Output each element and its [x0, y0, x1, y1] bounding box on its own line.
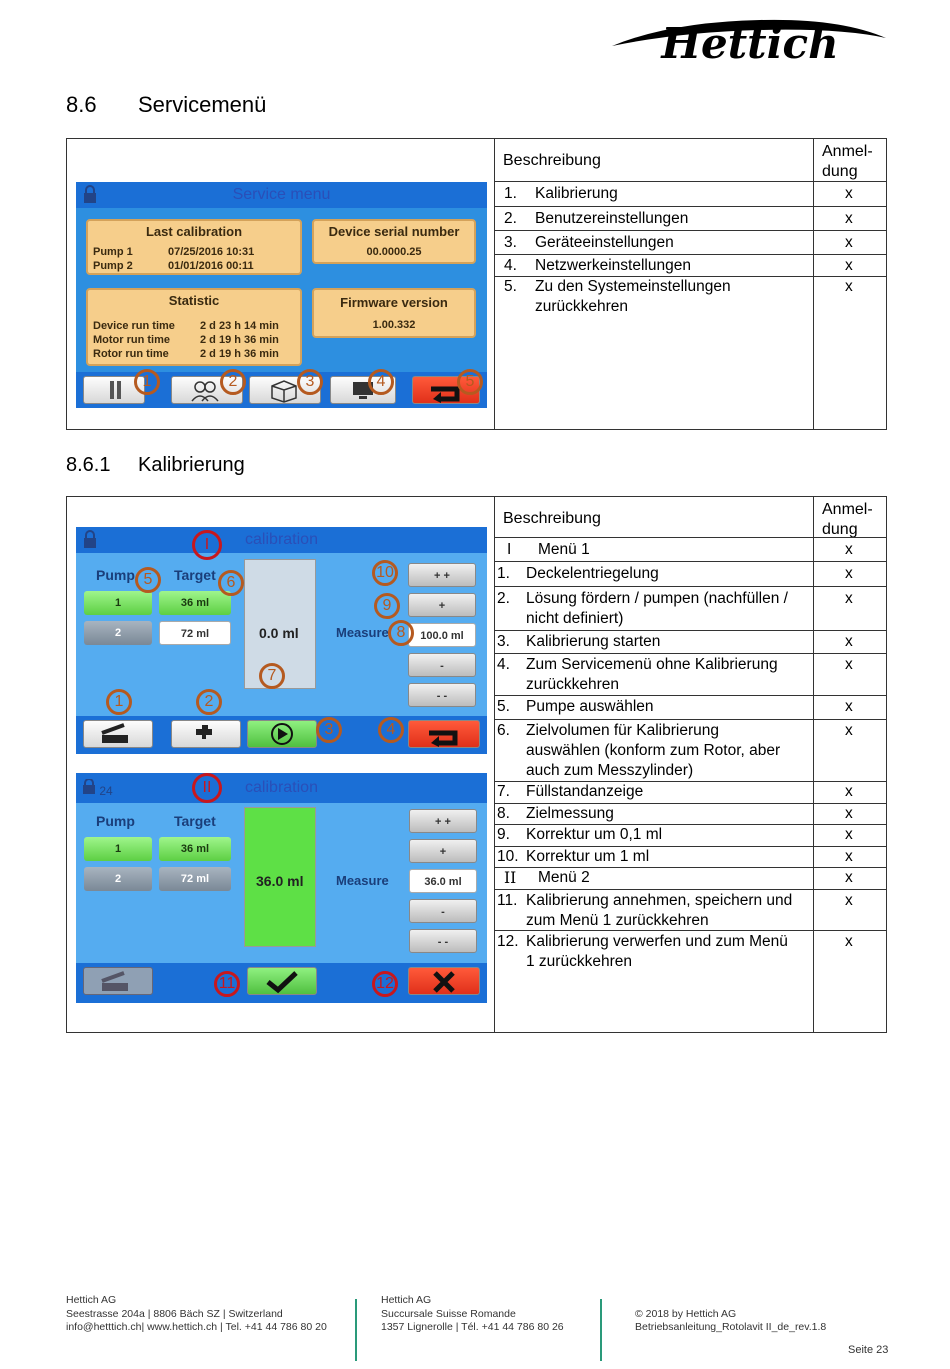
callout-6: 6: [218, 570, 244, 596]
callout-8: 8: [388, 620, 414, 646]
calibration-2-toolbar: [76, 963, 487, 1003]
callout-4: 4: [368, 369, 394, 395]
header-description: Beschreibung: [503, 152, 601, 169]
callout-3: 3: [316, 717, 342, 743]
lid-open-icon: [84, 968, 152, 996]
statistic-panel: Statistic Device run time 2 d 23 h 14 min Motor run time 2 d 19 h 36 min Rotor run time 2 d 19 h 36 min: [86, 288, 302, 366]
pump-label: Pump: [96, 813, 135, 829]
callout-5: 5: [457, 369, 483, 395]
menu-marker-1: I: [192, 530, 222, 560]
close-icon: [409, 968, 479, 996]
firmware-panel: Firmware version 1.00.332: [312, 288, 476, 338]
plus-1-button[interactable]: + +: [408, 563, 476, 587]
header-registration: Anmel- dung: [822, 501, 873, 538]
table-row: 1. Deckelentriegelung x: [495, 562, 887, 587]
minus-1-button[interactable]: - -: [409, 929, 477, 953]
service-menu-table: [66, 138, 887, 430]
serial-number-panel: Device serial number 00.0000.25: [312, 219, 476, 264]
table-row: 8. Zielmessung x: [495, 804, 887, 825]
return-to-service-button[interactable]: [408, 720, 480, 748]
lock-icon: [82, 530, 98, 550]
discard-calibration-button[interactable]: [408, 967, 480, 995]
status-indicator: [82, 779, 113, 798]
plus-0-1-button[interactable]: +: [408, 593, 476, 617]
screen-title: calibration: [76, 527, 487, 553]
measure-field[interactable]: 36.0 ml: [409, 869, 477, 893]
pump-2-button[interactable]: 2: [84, 621, 152, 645]
measure-label: Measure: [336, 873, 389, 888]
pump-1-button[interactable]: 1: [84, 591, 152, 615]
header-registration: Anmel- dung: [822, 143, 873, 180]
lid-open-icon: [84, 721, 152, 747]
section-heading-service-menu: 8.6 Servicemenü: [66, 92, 267, 117]
checkmark-icon: [248, 968, 316, 996]
callout-2: 2: [220, 369, 246, 395]
last-calibration-panel: Last calibration Pump 1 07/25/2016 10:31 Pump 2 01/01/2016 00:11: [86, 219, 302, 275]
table-row: I Menü 1 x: [495, 538, 887, 562]
table-row: 1. Kalibrierung x: [495, 182, 887, 207]
lock-icon: [82, 185, 98, 205]
lid-release-button[interactable]: [83, 720, 153, 748]
callout-5: 5: [135, 567, 161, 593]
fill-level-value: 36.0 ml: [256, 873, 304, 889]
section-heading-calibration: 8.6.1 Kalibrierung: [66, 454, 245, 476]
minus-1-button[interactable]: - -: [408, 683, 476, 707]
callout-7: 7: [259, 663, 285, 689]
table-row: 3. Kalibrierung starten x: [495, 631, 887, 654]
table-row: 11. Kalibrierung annehmen, speichern und zum Menü 1 zurückkehren x: [495, 890, 887, 931]
accept-calibration-button[interactable]: [247, 967, 317, 995]
target-72-button[interactable]: 72 ml: [159, 867, 231, 891]
return-arrow-icon: [409, 721, 479, 747]
pump-2-button[interactable]: 2: [84, 867, 152, 891]
svg-text:Hettich: Hettich: [661, 19, 839, 66]
callout-9: 9: [374, 593, 400, 619]
calibration-toolbar: [76, 716, 487, 754]
service-menu-screenshot: [76, 182, 487, 408]
target-label: Target: [174, 567, 216, 583]
table-row: 3. Geräteeinstellungen x: [495, 231, 887, 255]
plus-0-1-button[interactable]: +: [409, 839, 477, 863]
pump-solution-button[interactable]: [171, 720, 241, 748]
calibration-table: [66, 496, 887, 1033]
table-row: 5. Pumpe auswählen x: [495, 696, 887, 720]
status-value: 24: [99, 784, 113, 798]
callout-10: 10: [372, 560, 398, 586]
pump-1-button[interactable]: 1: [84, 837, 152, 861]
hettich-logo: [610, 8, 888, 66]
fill-level-value: 0.0 ml: [259, 625, 299, 641]
table-row: 7. Füllstandanzeige x: [495, 782, 887, 804]
callout-12: 12: [372, 971, 398, 997]
screen-title: Service menu: [76, 182, 487, 208]
menu-marker-2: II: [192, 773, 222, 803]
footer-copyright: © 2018 by Hettich AG Betriebsanleitung_Rotolavit II_de_rev.1.8: [635, 1307, 827, 1333]
pump-label: Pump: [96, 567, 135, 583]
target-label: Target: [174, 813, 216, 829]
callout-1: 1: [106, 689, 132, 715]
target-36-button[interactable]: 36 ml: [159, 837, 231, 861]
lock-icon: [82, 779, 96, 795]
callout-1: 1: [134, 369, 160, 395]
table-row: 4. Zum Servicemenü ohne Kalibrierung zurückkehren x: [495, 654, 887, 696]
footer-divider: [355, 1299, 357, 1361]
table-row: 6. Zielvolumen für Kalibrierung auswählen (konform zum Rotor, aber auch zum Messzylinder) x: [495, 720, 887, 782]
table-row: 10. Korrektur um 1 ml x: [495, 847, 887, 868]
table-row: 5. Zu den Systemeinstellungen zurückkehren x: [504, 278, 853, 315]
measure-field[interactable]: 100.0 ml: [408, 623, 476, 647]
table-row: 4. Netzwerkeinstellungen x: [495, 255, 887, 277]
screen-title: calibration: [76, 773, 487, 803]
header-description: Beschreibung: [503, 510, 601, 527]
faucet-icon: [172, 721, 240, 747]
target-72-button[interactable]: 72 ml: [159, 621, 231, 645]
minus-0-1-button[interactable]: -: [408, 653, 476, 677]
start-calibration-button[interactable]: [247, 720, 317, 748]
target-36-button[interactable]: 36 ml: [159, 591, 231, 615]
page-number: Seite 23: [848, 1344, 889, 1356]
callout-11: 11: [214, 971, 240, 997]
callout-3: 3: [297, 369, 323, 395]
table-row: 2. Benutzereinstellungen x: [495, 207, 887, 231]
table-row: 2. Lösung fördern / pumpen (nachfüllen / nicht definiert) x: [495, 587, 887, 631]
calibration-menu-1-screenshot: [76, 527, 487, 754]
footer-address-main: Hettich AG Seestrasse 204a | 8806 Bäch SZ | Switzerland info@hetttich.ch| www.hettich.ch | Tel. +41 44 786 80 20: [66, 1294, 327, 1333]
measure-label: Measure: [336, 625, 389, 640]
footer-address-romande: Hettich AG Succursale Suisse Romande 1357 Lignerolle | Tél. +41 44 786 80 26: [381, 1294, 564, 1333]
callout-4: 4: [378, 717, 404, 743]
plus-1-button[interactable]: + +: [409, 809, 477, 833]
lid-release-button-disabled: [83, 967, 153, 995]
minus-0-1-button[interactable]: -: [409, 899, 477, 923]
table-row: 9. Korrektur um 0,1 ml x: [495, 825, 887, 847]
play-icon: [248, 721, 316, 747]
table-row: II Menü 2 x: [495, 868, 887, 890]
footer-divider: [600, 1299, 602, 1361]
calibration-menu-2-screenshot: [76, 773, 487, 1003]
callout-2: 2: [196, 689, 222, 715]
table-row: 12. Kalibrierung verwerfen und zum Menü 1 zurückkehren x: [497, 933, 853, 970]
